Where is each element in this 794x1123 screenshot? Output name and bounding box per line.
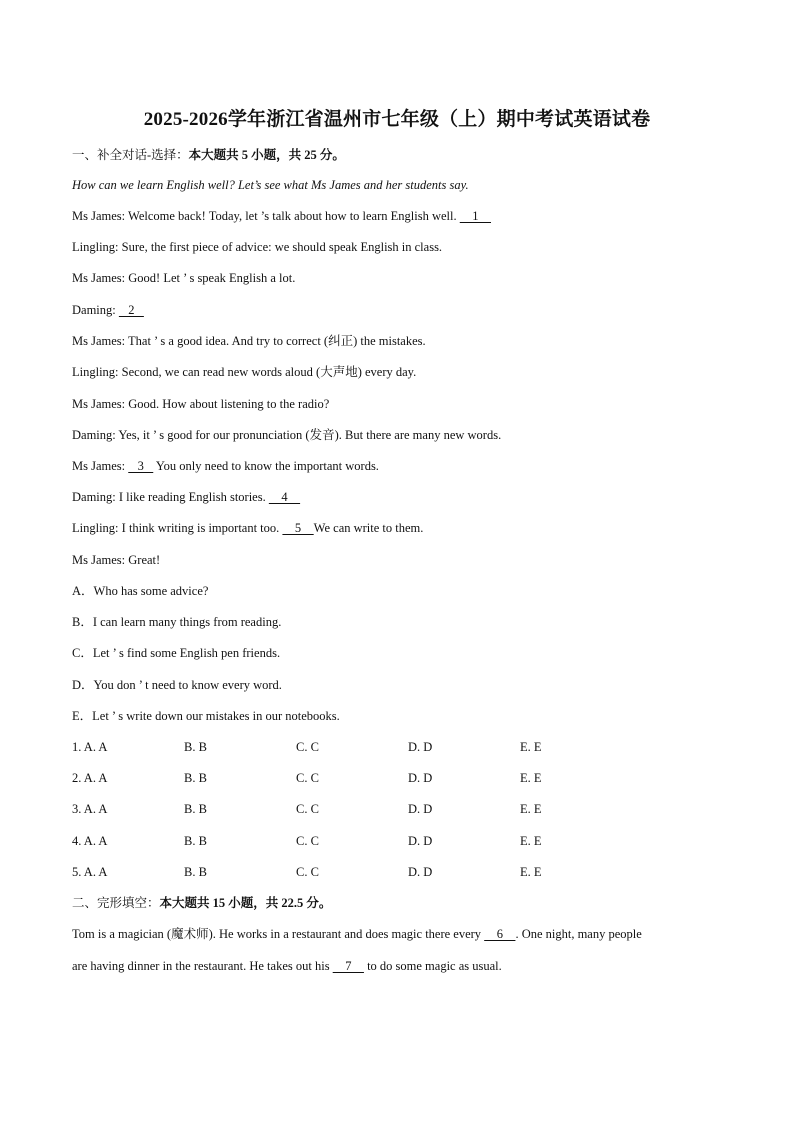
answer-row-4-choice-d[interactable]: D. D	[408, 834, 433, 848]
answer-row-4-choice-b[interactable]: B. B	[184, 834, 207, 848]
answer-row-2-choice-c[interactable]: C. C	[296, 771, 319, 785]
answer-row-4-choice-a[interactable]: 4. A. A	[72, 834, 108, 848]
answer-blank-3: 3	[128, 459, 154, 473]
cloze-text: are having dinner in the restaurant. He takes out his	[72, 959, 333, 973]
answer-row-1-choice-a[interactable]: 1. A. A	[72, 740, 108, 754]
dialogue-line-6: Lingling: Second, we can read new words aloud (大声地) every day.	[72, 365, 417, 379]
option-a: A．Who has some advice?	[72, 584, 209, 598]
cloze-paragraph-line-2	[72, 958, 502, 974]
cloze-blank-6: 6	[484, 927, 516, 941]
cloze-text: Tom is a magician (魔术师). He works in a restaurant and does magic there every	[72, 927, 485, 941]
section1-heading	[72, 147, 345, 163]
dialogue-text: Daming: I like reading English stories.	[72, 490, 269, 504]
dialogue-text: Ms James:	[72, 459, 129, 473]
answer-row-5-choice-d[interactable]: D. D	[408, 865, 433, 879]
answer-row-4-choice-c[interactable]: C. C	[296, 834, 319, 848]
section2-heading-prefix: 二、完形填空：	[72, 896, 160, 910]
dialogue-text-after: You only need to know the important words.	[153, 459, 379, 473]
answer-blank-2: 2	[118, 303, 144, 317]
section1-heading-bold: 本大题共 5 小题，共 25 分。	[188, 148, 345, 162]
cloze-text: to do some magic as usual.	[363, 959, 502, 973]
cloze-blank-7: 7	[332, 959, 364, 973]
answer-row-3-choice-a[interactable]: 3. A. A	[72, 802, 108, 816]
answer-row-3-choice-c[interactable]: C. C	[296, 802, 319, 816]
cloze-paragraph-line-1	[72, 926, 642, 942]
dialogue-line-10	[72, 489, 300, 505]
answer-row-1-choice-d[interactable]: D. D	[408, 740, 433, 754]
page-title: 2025-2026学年浙江省温州市七年级（上）期中考试英语试卷	[143, 109, 651, 130]
answer-row-5-choice-a[interactable]: 5. A. A	[72, 865, 108, 879]
answer-row-2-choice-a[interactable]: 2. A. A	[72, 771, 108, 785]
section1-heading-prefix: 一、补全对话-选择：	[72, 148, 189, 162]
dialogue-line-1	[72, 208, 491, 224]
dialogue-line-8: Daming: Yes, it ’ s good for our pronunciation (发音). But there are many new words.	[72, 428, 502, 442]
answer-row-1-choice-e[interactable]: E. E	[520, 740, 542, 754]
dialogue-line-7: Ms James: Good. How about listening to the radio?	[72, 397, 330, 411]
answer-row-5-choice-b[interactable]: B. B	[184, 865, 207, 879]
answer-blank-5: 5	[282, 521, 314, 535]
answer-blank-1: 1	[459, 209, 491, 223]
section2-heading	[72, 895, 331, 911]
answer-row-1-choice-b[interactable]: B. B	[184, 740, 207, 754]
answer-row-2-choice-b[interactable]: B. B	[184, 771, 207, 785]
dialogue-line-12: Ms James: Great!	[72, 553, 161, 567]
option-b: B．I can learn many things from reading.	[72, 615, 282, 629]
answer-row-2-choice-e[interactable]: E. E	[520, 771, 542, 785]
dialogue-line-3: Ms James: Good! Let ’ s speak English a lot.	[72, 271, 296, 285]
answer-row-1-choice-c[interactable]: C. C	[296, 740, 319, 754]
answer-row-5-choice-e[interactable]: E. E	[520, 865, 542, 879]
answer-row-3-choice-b[interactable]: B. B	[184, 802, 207, 816]
cloze-text: . One night, many people	[515, 927, 642, 941]
dialogue-line-2: Lingling: Sure, the first piece of advice: we should speak English in class.	[72, 240, 443, 254]
option-c: C．Let ’ s find some English pen friends.	[72, 646, 281, 660]
dialogue-line-4	[72, 302, 144, 318]
option-e: E．Let ’ s write down our mistakes in our notebooks.	[72, 709, 340, 723]
dialogue-line-11	[72, 520, 423, 536]
dialogue-line-5: Ms James: That ’ s a good idea. And try to correct (纠正) the mistakes.	[72, 334, 426, 348]
dialogue-text: Lingling: I think writing is important too.	[72, 521, 283, 535]
option-d: D．You don ’ t need to know every word.	[72, 678, 282, 692]
dialogue-text-after: We can write to them.	[313, 521, 424, 535]
answer-row-3-choice-e[interactable]: E. E	[520, 802, 542, 816]
dialogue-text: Ms James: Welcome back! Today, let ’s talk about how to learn English well.	[72, 209, 460, 223]
dialogue-line-9	[72, 458, 379, 474]
answer-row-3-choice-d[interactable]: D. D	[408, 802, 433, 816]
answer-row-2-choice-d[interactable]: D. D	[408, 771, 433, 785]
answer-row-4-choice-e[interactable]: E. E	[520, 834, 542, 848]
dialogue-text: Daming:	[72, 303, 119, 317]
answer-row-5-choice-c[interactable]: C. C	[296, 865, 319, 879]
section1-intro: How can we learn English well? Let’s see what Ms James and her students say.	[72, 178, 469, 192]
section2-heading-bold: 本大题共 15 小题，共 22.5 分。	[159, 896, 332, 910]
answer-blank-4: 4	[268, 490, 301, 504]
